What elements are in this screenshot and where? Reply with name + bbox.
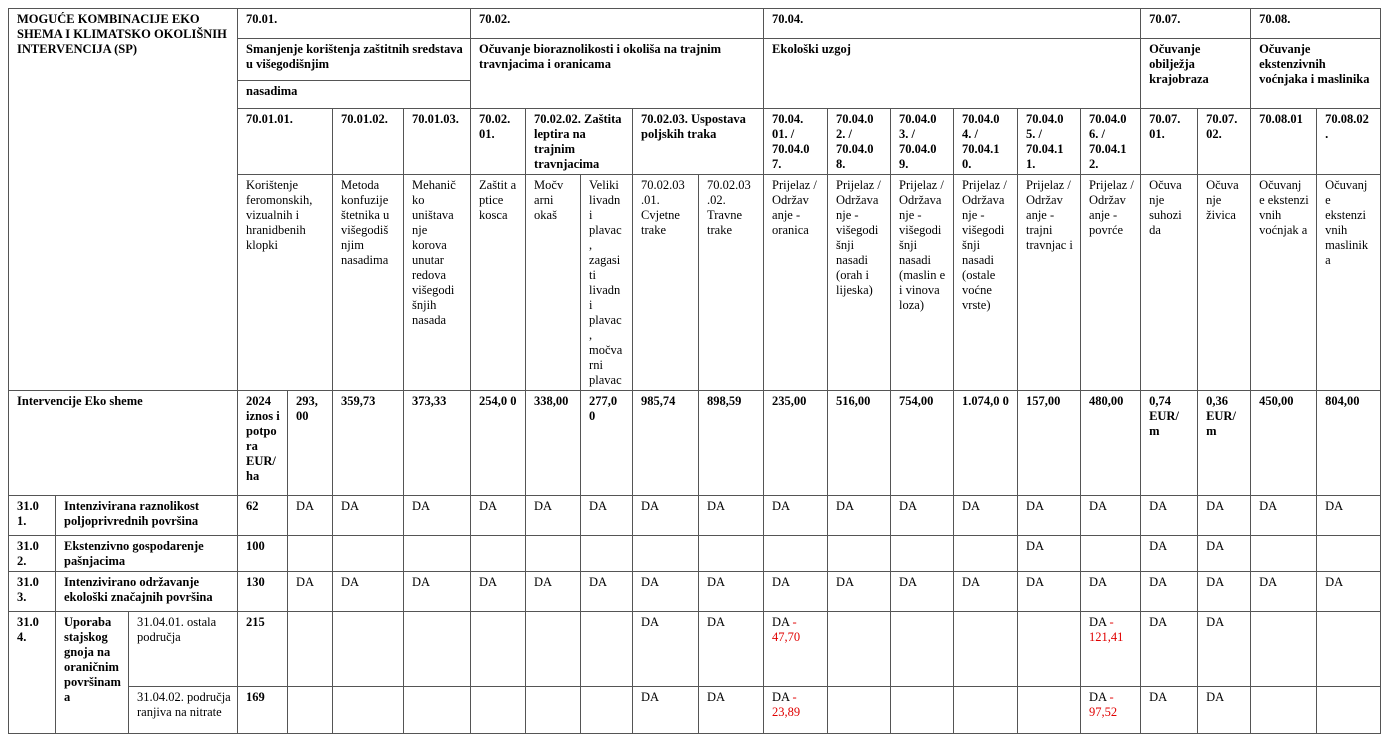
combination-cell: [1198, 536, 1251, 572]
combination-cell: [526, 612, 581, 687]
combination-cell: [1251, 496, 1317, 536]
combination-flag: DA: [707, 575, 726, 589]
combination-cell: [581, 496, 633, 536]
combination-flag: DA: [1089, 615, 1107, 629]
measure-description: Metoda konfuzije štetnika u višegodiš njim nasadima: [333, 175, 404, 391]
combination-cell: [1081, 612, 1141, 687]
combination-cell: [828, 572, 891, 612]
row-amount: 100: [238, 536, 288, 572]
support-amount: 157,00: [1018, 391, 1081, 496]
measure-description: 70.02.03 .02. Travne trake: [699, 175, 764, 391]
combination-cell: [1251, 572, 1317, 612]
table-row: [9, 496, 1381, 536]
measure-description: Veliki livadn i plavac , zagasi ti livadn i plavac , močva rni plavac: [581, 175, 633, 391]
row-name: Intenzivirano održavanje ekološki značajnih površina: [56, 572, 238, 612]
combination-flag: DA: [707, 499, 726, 513]
combination-cell: [764, 496, 828, 536]
group-name: Ekološki uzgoj: [764, 39, 1141, 109]
combination-flag: DA: [1206, 615, 1225, 629]
combination-cell: [288, 572, 333, 612]
combination-cell: [1251, 687, 1317, 734]
combination-flag: DA: [836, 575, 855, 589]
combination-flag: DA: [899, 575, 918, 589]
eko-unit-label: 2024 iznos i potpora EUR/ ha: [238, 391, 288, 496]
combination-cell: [1141, 572, 1198, 612]
measure-description: Korištenje feromonskih, vizualnih i hranidbenih klopki: [238, 175, 333, 391]
combination-cell: [828, 496, 891, 536]
support-amount: 516,00: [828, 391, 891, 496]
combination-flag: DA: [412, 575, 431, 589]
measure-description: Očuvanj e ekstenzi vnih voćnjak a: [1251, 175, 1317, 391]
combination-cell: [633, 572, 699, 612]
measure-description: Očuva nje živica: [1198, 175, 1251, 391]
subcode-header: 70.01.03.: [404, 109, 471, 175]
combination-cell: [954, 687, 1018, 734]
combination-cell: [404, 496, 471, 536]
group-code: 70.07.: [1141, 9, 1251, 39]
combination-flag: DA: [1026, 539, 1045, 553]
combination-flag: DA: [479, 499, 498, 513]
group-name: Očuvanje obilježja krajobraza: [1141, 39, 1251, 109]
combination-flag: DA: [341, 575, 360, 589]
combination-flag: DA: [836, 499, 855, 513]
combination-cell: [526, 687, 581, 734]
subcode-header: 70.04. 01. / 70.04.0 7.: [764, 109, 828, 175]
subcode-header: 70.01.02.: [333, 109, 404, 175]
row-subname: 31.04.02. područja ranjiva na nitrate: [129, 687, 238, 734]
combination-flag: DA: [772, 499, 791, 513]
combination-flag: DA: [341, 499, 360, 513]
combination-cell: [404, 572, 471, 612]
combination-cell: [288, 612, 333, 687]
combination-cell: [891, 496, 954, 536]
group-name: Smanjenje korištenja zaštitnih sredstava u višegodišnjim: [238, 39, 471, 81]
subcode-header: 70.02.03. Uspostava poljskih traka: [633, 109, 764, 175]
subcode-header: 70.01.01.: [238, 109, 333, 175]
combination-cell: [954, 612, 1018, 687]
combination-flag: DA: [1149, 575, 1168, 589]
combination-cell: [891, 572, 954, 612]
table-title: MOGUĆE KOMBINACIJE EKO SHEMA I KLIMATSKO OKOLIŠNIH INTERVENCIJA (SP): [9, 9, 238, 391]
combination-cell: [581, 612, 633, 687]
reduction-note: - 23,89: [772, 690, 801, 719]
combination-cell: [333, 536, 404, 572]
combination-cell: [633, 612, 699, 687]
combination-flag: DA: [772, 575, 791, 589]
combination-cell: [471, 612, 526, 687]
combination-cell: [764, 687, 828, 734]
combination-cell: [699, 572, 764, 612]
combination-cell: [526, 496, 581, 536]
group-code: 70.04.: [764, 9, 1141, 39]
combination-cell: [471, 687, 526, 734]
combination-cell: [1018, 536, 1081, 572]
support-amount: 754,00: [891, 391, 954, 496]
combination-cell: [633, 536, 699, 572]
combination-cell: [1317, 572, 1381, 612]
combination-flag: DA: [296, 499, 315, 513]
subcode-header: 70.04.0 3. / 70.04.0 9.: [891, 109, 954, 175]
combination-cell: [1081, 687, 1141, 734]
combination-cell: [288, 687, 333, 734]
combination-cell: [1317, 612, 1381, 687]
measure-description: Očuvanj e ekstenzi vnih maslinik a: [1317, 175, 1381, 391]
combination-flag: DA: [589, 575, 608, 589]
measure-description: Prijelaz / Održav anje - trajni travnjac i: [1018, 175, 1081, 391]
combination-flag: DA: [641, 690, 660, 704]
combination-flag: DA: [589, 499, 608, 513]
combination-cell: [954, 536, 1018, 572]
group-code: 70.02.: [471, 9, 764, 39]
eko-row-label: Intervencije Eko sheme: [9, 391, 238, 496]
combination-cell: [288, 496, 333, 536]
combination-flag: DA: [1325, 575, 1344, 589]
combination-flag: DA: [534, 499, 553, 513]
combination-flag: DA: [296, 575, 315, 589]
combination-flag: DA: [1089, 575, 1108, 589]
combination-cell: [1018, 687, 1081, 734]
combination-cell: [891, 612, 954, 687]
group-code: 70.01.: [238, 9, 471, 39]
subcode-header: 70.08.02 .: [1317, 109, 1381, 175]
subcode-header: 70.07. 02.: [1198, 109, 1251, 175]
combination-cell: [471, 572, 526, 612]
row-amount: 62: [238, 496, 288, 536]
group-code: 70.08.: [1251, 9, 1381, 39]
combination-flag: DA: [1026, 575, 1045, 589]
support-amount: 0,36 EUR/ m: [1198, 391, 1251, 496]
support-amount: 277,0 0: [581, 391, 633, 496]
row-code: 31.0 4.: [9, 612, 56, 734]
combination-flag: DA: [772, 690, 790, 704]
combination-flag: DA: [772, 615, 790, 629]
subcode-header: 70.02. 01.: [471, 109, 526, 175]
support-amount: 804,00: [1317, 391, 1381, 496]
combination-cell: [891, 687, 954, 734]
row-name: Uporaba stajskog gnoja na oraničnim površinam a: [56, 612, 129, 734]
group-name-continued: nasadima: [238, 81, 471, 109]
combination-cell: [764, 572, 828, 612]
combination-flag: DA: [1149, 615, 1168, 629]
combination-cell: [526, 536, 581, 572]
combination-cell: [333, 687, 404, 734]
combination-cell: [1141, 496, 1198, 536]
measure-description: Prijelaz / Održav anje - povrće: [1081, 175, 1141, 391]
table-row: [9, 572, 1381, 612]
combination-cell: [828, 687, 891, 734]
measure-description: Zaštit a ptice kosca: [471, 175, 526, 391]
combination-cell: [1081, 496, 1141, 536]
support-amount: 254,0 0: [471, 391, 526, 496]
combination-flag: DA: [534, 575, 553, 589]
measure-description: Mehanič ko uništava nje korova unutar redova višegodi šnjih nasada: [404, 175, 471, 391]
combination-cell: [404, 612, 471, 687]
row-amount: 130: [238, 572, 288, 612]
combination-cell: [1317, 496, 1381, 536]
measure-description: Prijelaz / Održava nje - višegodi šnji nasadi (orah i lijeska): [828, 175, 891, 391]
subcode-header: 70.04.0 6. / 70.04.1 2.: [1081, 109, 1141, 175]
combination-cell: [404, 536, 471, 572]
subcode-header: 70.04.0 4. / 70.04.1 0.: [954, 109, 1018, 175]
combination-cell: [581, 536, 633, 572]
combination-cell: [633, 687, 699, 734]
measure-description: 70.02.03 .01. Cvjetne trake: [633, 175, 699, 391]
combination-cell: [1317, 687, 1381, 734]
combination-flag: DA: [962, 499, 981, 513]
combination-cell: [1317, 536, 1381, 572]
support-amount: 235,00: [764, 391, 828, 496]
combination-cell: [891, 536, 954, 572]
support-amount: 450,00: [1251, 391, 1317, 496]
combination-cell: [828, 612, 891, 687]
combination-cell: [1018, 496, 1081, 536]
combination-cell: [764, 612, 828, 687]
combination-flag: DA: [1206, 499, 1225, 513]
measure-description: Očuva nje suhozi da: [1141, 175, 1198, 391]
subcode-header: 70.08.01: [1251, 109, 1317, 175]
combination-flag: DA: [1026, 499, 1045, 513]
combination-flag: DA: [412, 499, 431, 513]
support-amount: 985,74: [633, 391, 699, 496]
combination-cell: [954, 496, 1018, 536]
combination-cell: [954, 572, 1018, 612]
combination-cell: [699, 536, 764, 572]
combination-flag: DA: [641, 499, 660, 513]
combination-cell: [1198, 612, 1251, 687]
support-amount: 338,00: [526, 391, 581, 496]
row-amount: 215: [238, 612, 288, 687]
combination-cell: [1141, 687, 1198, 734]
combination-flag: DA: [1206, 690, 1225, 704]
support-amount: 0,74 EUR/ m: [1141, 391, 1198, 496]
combination-flag: DA: [1259, 499, 1278, 513]
support-amount: 373,33: [404, 391, 471, 496]
combination-cell: [333, 612, 404, 687]
row-code: 31.0 2.: [9, 536, 56, 572]
combination-flag: DA: [962, 575, 981, 589]
combinations-table: [8, 8, 1381, 734]
support-amount: 293, 00: [288, 391, 333, 496]
combination-cell: [1081, 572, 1141, 612]
combination-cell: [1198, 687, 1251, 734]
combination-flag: DA: [1206, 539, 1225, 553]
combination-cell: [404, 687, 471, 734]
combination-flag: DA: [899, 499, 918, 513]
combination-cell: [699, 612, 764, 687]
combination-cell: [1018, 612, 1081, 687]
combination-flag: DA: [707, 615, 726, 629]
combination-cell: [471, 496, 526, 536]
group-name: Očuvanje ekstenzivnih voćnjaka i maslinika: [1251, 39, 1381, 109]
combination-flag: DA: [1089, 690, 1107, 704]
measure-description: Prijelaz / Održava nje - višegodi šnji nasadi (maslin e i vinova loza): [891, 175, 954, 391]
support-amount: 1.074,0 0: [954, 391, 1018, 496]
support-amount: 359,73: [333, 391, 404, 496]
combination-cell: [1141, 536, 1198, 572]
combination-flag: DA: [1149, 690, 1168, 704]
combination-flag: DA: [641, 575, 660, 589]
combination-flag: DA: [1089, 499, 1108, 513]
combination-flag: DA: [641, 615, 660, 629]
table-row: [9, 612, 1381, 687]
combination-flag: DA: [1325, 499, 1344, 513]
combination-cell: [1141, 612, 1198, 687]
combination-flag: DA: [707, 690, 726, 704]
row-amount: 169: [238, 687, 288, 734]
table-row: [9, 687, 1381, 734]
combination-flag: DA: [1206, 575, 1225, 589]
row-code: 31.0 1.: [9, 496, 56, 536]
subcode-header: 70.04.0 2. / 70.04.0 8.: [828, 109, 891, 175]
subcode-header: 70.04.0 5. / 70.04.1 1.: [1018, 109, 1081, 175]
combination-cell: [1198, 572, 1251, 612]
combination-cell: [1251, 612, 1317, 687]
reduction-note: - 121,41: [1089, 615, 1124, 644]
combination-cell: [333, 496, 404, 536]
table-row: [9, 536, 1381, 572]
combination-cell: [526, 572, 581, 612]
measure-description: Prijelaz / Održav anje - oranica: [764, 175, 828, 391]
combination-cell: [471, 536, 526, 572]
combination-cell: [1081, 536, 1141, 572]
row-name: Intenzivirana raznolikost poljoprivrednih površina: [56, 496, 238, 536]
combination-cell: [288, 536, 333, 572]
combination-flag: DA: [1149, 539, 1168, 553]
row-code: 31.0 3.: [9, 572, 56, 612]
measure-description: Močv arni okaš: [526, 175, 581, 391]
combination-cell: [633, 496, 699, 536]
reduction-note: - 47,70: [772, 615, 801, 644]
support-amount: 480,00: [1081, 391, 1141, 496]
reduction-note: - 97,52: [1089, 690, 1118, 719]
combination-cell: [1018, 572, 1081, 612]
combination-flag: DA: [479, 575, 498, 589]
combination-cell: [699, 496, 764, 536]
combination-cell: [1198, 496, 1251, 536]
combination-cell: [699, 687, 764, 734]
combination-cell: [333, 572, 404, 612]
subcode-header: 70.02.02. Zaštita leptira na trajnim travnjacima: [526, 109, 633, 175]
combination-cell: [581, 572, 633, 612]
combination-flag: DA: [1259, 575, 1278, 589]
combination-cell: [1251, 536, 1317, 572]
combination-cell: [764, 536, 828, 572]
group-name: Očuvanje bioraznolikosti i okoliša na trajnim travnjacima i oranicama: [471, 39, 764, 109]
row-name: Ekstenzivno gospodarenje pašnjacima: [56, 536, 238, 572]
support-amount: 898,59: [699, 391, 764, 496]
subcode-header: 70.07. 01.: [1141, 109, 1198, 175]
row-subname: 31.04.01. ostala područja: [129, 612, 238, 687]
combination-cell: [581, 687, 633, 734]
combination-cell: [828, 536, 891, 572]
combination-flag: DA: [1149, 499, 1168, 513]
measure-description: Prijelaz / Održava nje - višegodi šnji nasadi (ostale voćne vrste): [954, 175, 1018, 391]
